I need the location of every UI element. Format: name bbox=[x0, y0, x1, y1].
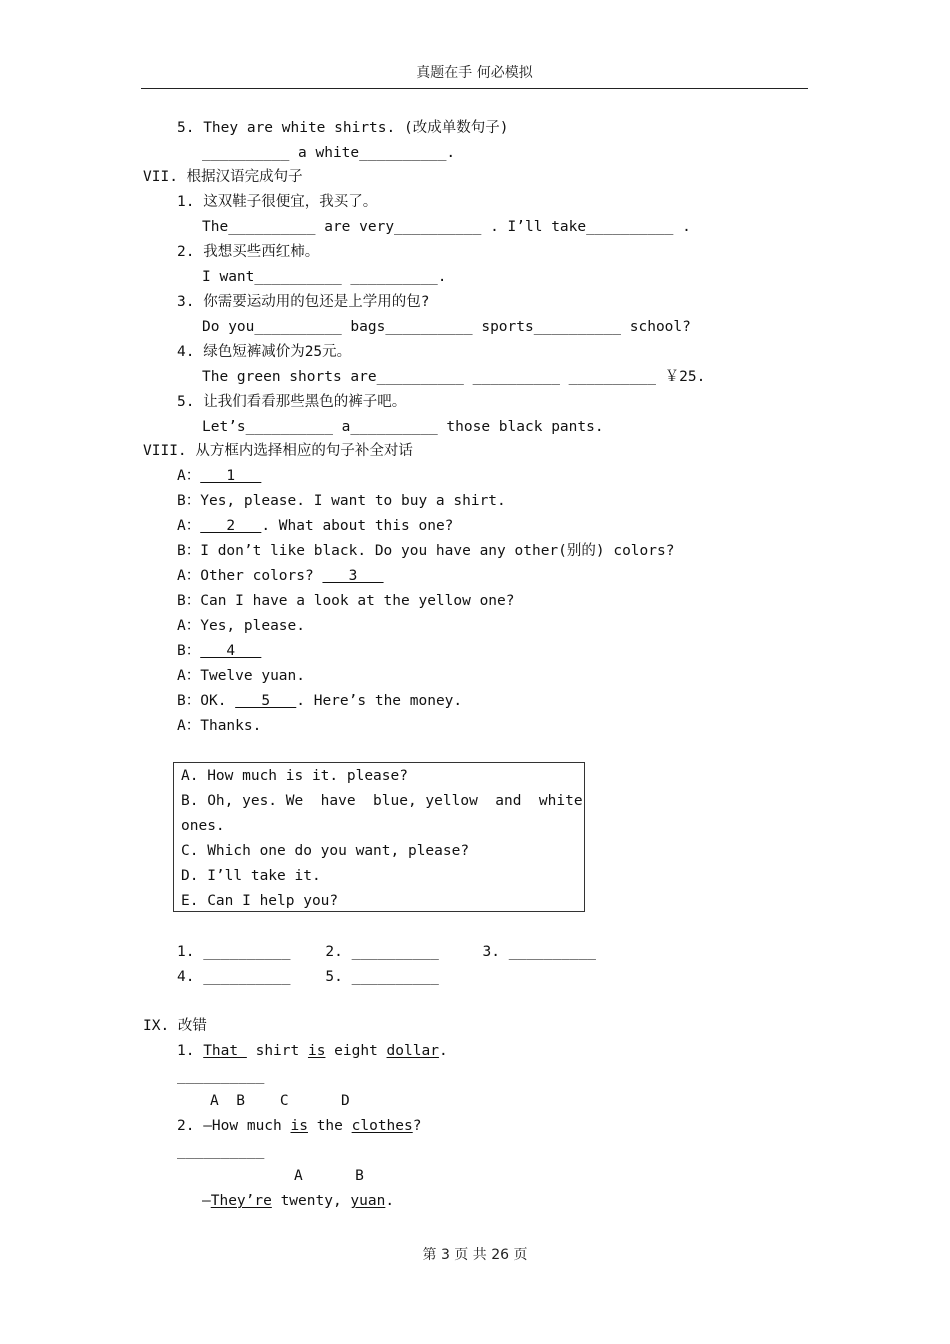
dialogue-line-4: B：I don’t like black. Do you have any other(别的) colors? bbox=[177, 543, 675, 559]
question-7-3-en: Do you__________ bags__________ sports__________ school? bbox=[202, 319, 691, 335]
dialogue-line-11: A：Thanks. bbox=[177, 718, 262, 734]
dialogue-line-9: A：Twelve yuan. bbox=[177, 668, 305, 684]
question-7-1-en: The__________ are very__________ . I’ll take__________ . bbox=[202, 219, 691, 235]
blank-5: 5 bbox=[235, 693, 297, 709]
question-9-2-letters: A B bbox=[294, 1168, 364, 1184]
dialogue-line-6: B：Can I have a look at the yellow one? bbox=[177, 593, 515, 609]
dialogue-line-5: A：Other colors? 3 bbox=[177, 568, 384, 584]
page-footer: 第 3 页 共 26 页 bbox=[422, 1247, 528, 1263]
question-9-1-blank: __________ bbox=[177, 1068, 265, 1084]
blank-3: 3 bbox=[322, 568, 384, 584]
dialogue-line-3: A： 2 . What about this one? bbox=[177, 518, 454, 534]
dialogue-line-8: B： 4 bbox=[177, 643, 262, 659]
question-7-2-en: I want__________ __________. bbox=[202, 269, 447, 285]
option-d: D. I’ll take it. bbox=[181, 868, 321, 884]
blank-4: 4 bbox=[200, 643, 262, 659]
question-7-1-cn: 1. 这双鞋子很便宜，我买了。 bbox=[177, 194, 378, 210]
question-7-3-cn: 3. 你需要运动用的包还是上学用的包? bbox=[177, 294, 430, 310]
dialogue-line-2: B：Yes, please. I want to buy a shirt. bbox=[177, 493, 506, 509]
option-c: C. Which one do you want, please? bbox=[181, 843, 470, 859]
question-9-2: 2. —How much is the clothes? bbox=[177, 1118, 422, 1134]
section-7-title: VII. 根据汉语完成句子 bbox=[143, 169, 303, 185]
question-7-5-en: Let’s__________ a__________ those black pants. bbox=[202, 419, 604, 435]
option-b: B. Oh, yes. We have blue, yellow and white bbox=[181, 793, 583, 809]
page-header: 真题在手 何必模拟 bbox=[416, 65, 533, 81]
header-rule bbox=[141, 88, 808, 89]
question-9-1-letters: A B C D bbox=[210, 1093, 350, 1109]
blank-1: 1 bbox=[200, 468, 262, 484]
question-7-4-en: The green shorts are__________ __________ __________ ￥25. bbox=[202, 369, 706, 385]
section-9-title: IX. 改错 bbox=[143, 1018, 207, 1034]
question-6-5-answer: __________ a white__________. bbox=[202, 145, 456, 161]
option-a: A. How much is it. please? bbox=[181, 768, 408, 784]
blank-2: 2 bbox=[200, 518, 262, 534]
option-b-cont: ones. bbox=[181, 818, 225, 834]
question-9-1: 1. That shirt is eight dollar. bbox=[177, 1043, 448, 1059]
question-9-2-blank: __________ bbox=[177, 1143, 265, 1159]
dialogue-line-7: A：Yes, please. bbox=[177, 618, 305, 634]
question-7-2-cn: 2. 我想买些西红柿。 bbox=[177, 244, 320, 260]
question-6-5: 5. They are white shirts. (改成单数句子) bbox=[177, 120, 509, 136]
option-e: E. Can I help you? bbox=[181, 893, 339, 909]
answer-row-1: 1. __________ 2. __________ 3. __________ bbox=[177, 944, 597, 960]
dialogue-line-1: A： 1 bbox=[177, 468, 262, 484]
question-7-5-cn: 5. 让我们看看那些黑色的裤子吧。 bbox=[177, 394, 407, 410]
question-9-2-reply: —They’re twenty, yuan. bbox=[202, 1193, 395, 1209]
section-8-title: VIII. 从方框内选择相应的句子补全对话 bbox=[143, 443, 413, 459]
question-7-4-cn: 4. 绿色短裤减价为25元。 bbox=[177, 344, 352, 360]
answer-row-2: 4. __________ 5. __________ bbox=[177, 969, 439, 985]
dialogue-line-10: B：OK. 5 . Here’s the money. bbox=[177, 693, 463, 709]
